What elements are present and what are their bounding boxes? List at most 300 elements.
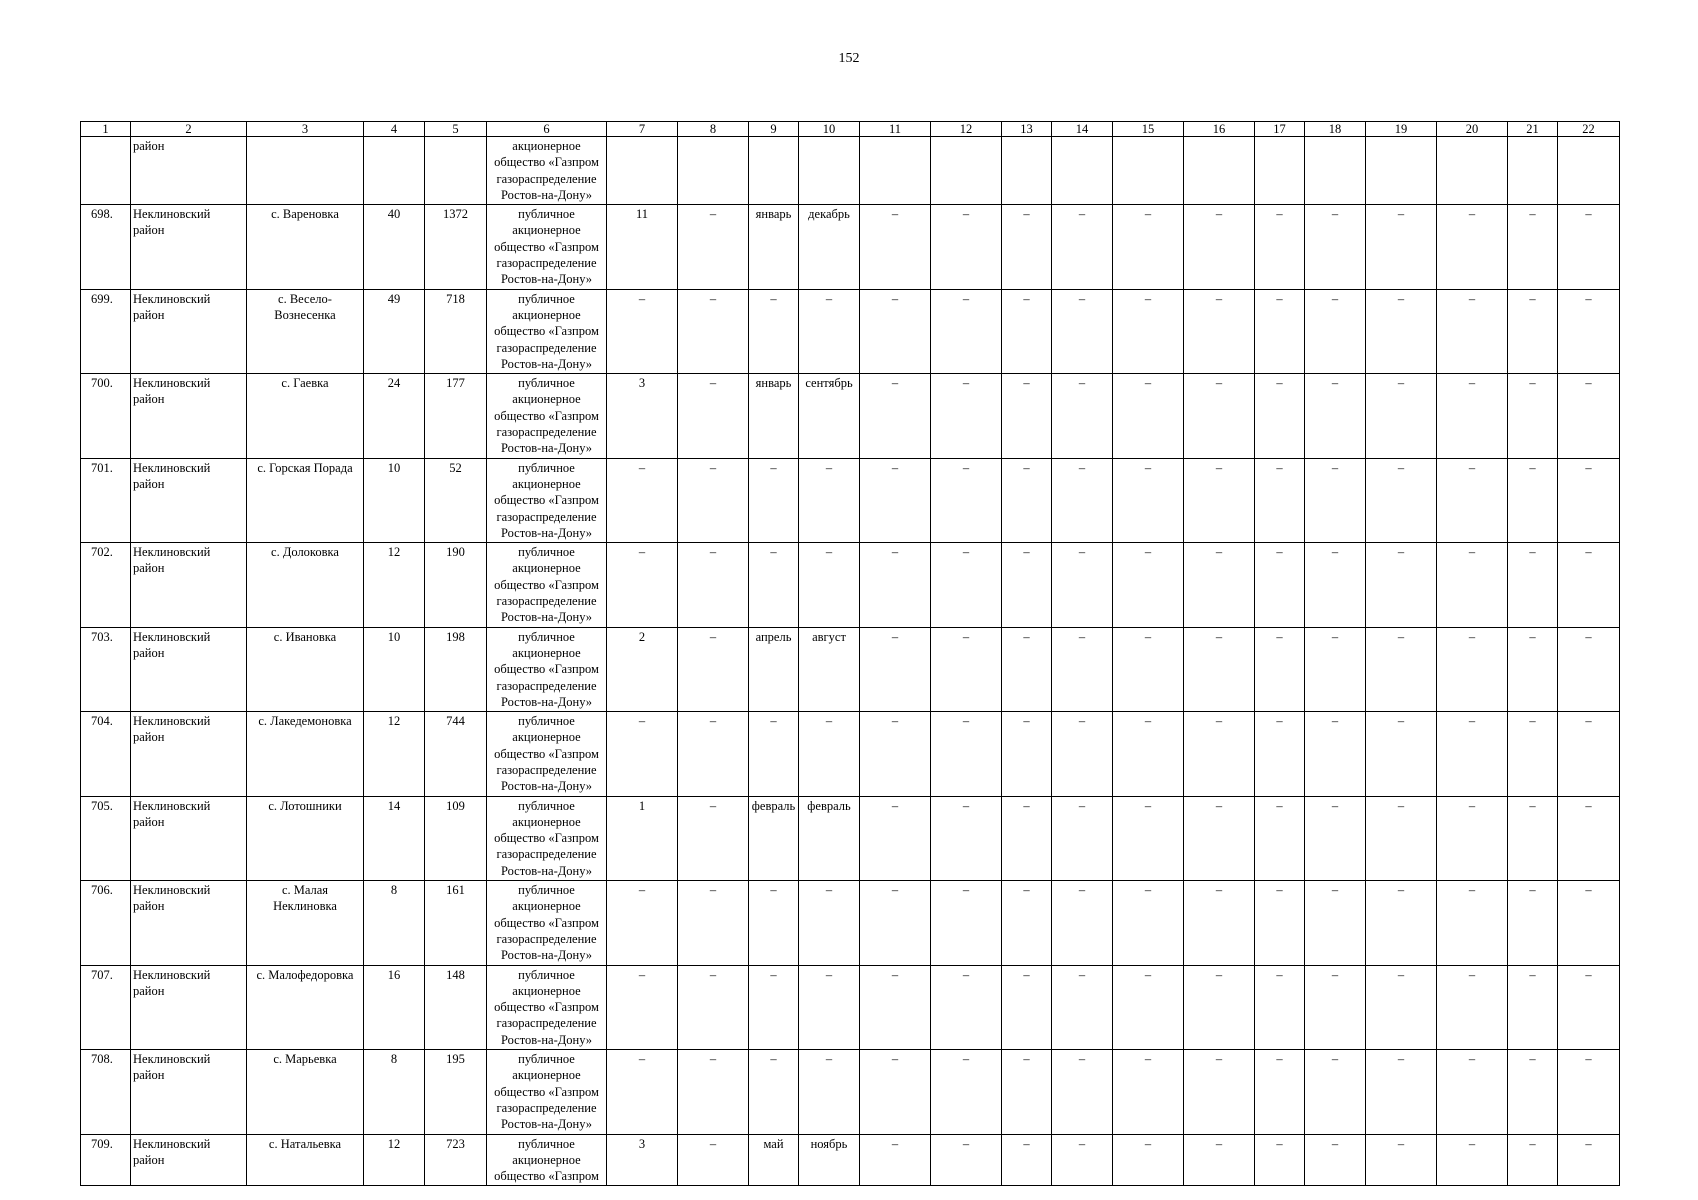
end-month-cell: – bbox=[799, 881, 860, 965]
col-7-cell: – bbox=[607, 289, 678, 373]
end-month-cell: – bbox=[799, 712, 860, 796]
col-22-cell: – bbox=[1558, 205, 1620, 289]
column-header-17: 17 bbox=[1255, 122, 1305, 137]
table-row bbox=[81, 796, 1620, 880]
row-number: 702. bbox=[81, 543, 131, 627]
district-cell: Неклиновский район bbox=[131, 1050, 247, 1134]
col-17-cell: – bbox=[1255, 796, 1305, 880]
column-header-18: 18 bbox=[1305, 122, 1366, 137]
col-14-cell: – bbox=[1052, 712, 1113, 796]
carry-cell-7 bbox=[607, 137, 678, 205]
col-22-cell: – bbox=[1558, 712, 1620, 796]
col-15-cell: – bbox=[1113, 458, 1184, 542]
row-number: 708. bbox=[81, 1050, 131, 1134]
row-number: 701. bbox=[81, 458, 131, 542]
col-22-cell: – bbox=[1558, 1134, 1620, 1186]
carry-cell-8 bbox=[678, 137, 749, 205]
col-4-cell: 40 bbox=[364, 205, 425, 289]
col-16-cell: – bbox=[1184, 374, 1255, 458]
col-17-cell: – bbox=[1255, 881, 1305, 965]
col-15-cell: – bbox=[1113, 374, 1184, 458]
col-14-cell: – bbox=[1052, 289, 1113, 373]
end-month-cell: август bbox=[799, 627, 860, 711]
end-month-cell: – bbox=[799, 458, 860, 542]
col-14-cell: – bbox=[1052, 796, 1113, 880]
start-month-cell: февраль bbox=[749, 796, 799, 880]
table-row bbox=[81, 543, 1620, 627]
col-5-cell: 198 bbox=[425, 627, 487, 711]
col-4-cell: 12 bbox=[364, 712, 425, 796]
col-13-cell: – bbox=[1002, 881, 1052, 965]
settlement-cell: с. Малая Неклиновка bbox=[247, 881, 364, 965]
col-11-cell: – bbox=[860, 796, 931, 880]
col-13-cell: – bbox=[1002, 796, 1052, 880]
col-19-cell: – bbox=[1366, 374, 1437, 458]
column-header-13: 13 bbox=[1002, 122, 1052, 137]
table-row bbox=[81, 458, 1620, 542]
end-month-cell: – bbox=[799, 289, 860, 373]
col-8-cell: – bbox=[678, 458, 749, 542]
col-7-cell: – bbox=[607, 1050, 678, 1134]
col-12-cell: – bbox=[931, 374, 1002, 458]
start-month-cell: – bbox=[749, 289, 799, 373]
col-5-cell: 195 bbox=[425, 1050, 487, 1134]
col-16-cell: – bbox=[1184, 796, 1255, 880]
col-20-cell: – bbox=[1437, 881, 1508, 965]
col-7-cell: 3 bbox=[607, 374, 678, 458]
col-12-cell: – bbox=[931, 881, 1002, 965]
col-16-cell: – bbox=[1184, 205, 1255, 289]
col-18-cell: – bbox=[1305, 1050, 1366, 1134]
col-20-cell: – bbox=[1437, 543, 1508, 627]
carry-cell-1 bbox=[81, 137, 131, 205]
col-17-cell: – bbox=[1255, 1134, 1305, 1186]
col-20-cell: – bbox=[1437, 1050, 1508, 1134]
col-14-cell: – bbox=[1052, 1050, 1113, 1134]
col-16-cell: – bbox=[1184, 627, 1255, 711]
table-row bbox=[81, 881, 1620, 965]
settlement-cell: с. Долоковка bbox=[247, 543, 364, 627]
col-19-cell: – bbox=[1366, 458, 1437, 542]
col-4-cell: 24 bbox=[364, 374, 425, 458]
column-header-3: 3 bbox=[247, 122, 364, 137]
column-header-5: 5 bbox=[425, 122, 487, 137]
col-8-cell: – bbox=[678, 881, 749, 965]
col-21-cell: – bbox=[1508, 543, 1558, 627]
col-5-cell: 190 bbox=[425, 543, 487, 627]
col-4-cell: 8 bbox=[364, 881, 425, 965]
col-19-cell: – bbox=[1366, 289, 1437, 373]
col-15-cell: – bbox=[1113, 289, 1184, 373]
organization-cell: публичное акционерное общество «Газпром газораспределение Ростов-на-Дону» bbox=[487, 374, 607, 458]
col-22-cell: – bbox=[1558, 289, 1620, 373]
col-11-cell: – bbox=[860, 374, 931, 458]
settlement-cell: с. Вареновка bbox=[247, 205, 364, 289]
carry-cell-13 bbox=[1002, 137, 1052, 205]
col-19-cell: – bbox=[1366, 1134, 1437, 1186]
carry-district: район bbox=[131, 137, 247, 205]
carry-cell-5 bbox=[425, 137, 487, 205]
row-number: 706. bbox=[81, 881, 131, 965]
col-15-cell: – bbox=[1113, 1134, 1184, 1186]
col-5-cell: 177 bbox=[425, 374, 487, 458]
start-month-cell: апрель bbox=[749, 627, 799, 711]
organization-cell: публичное акционерное общество «Газпром газораспределение Ростов-на-Дону» bbox=[487, 712, 607, 796]
start-month-cell: – bbox=[749, 543, 799, 627]
col-18-cell: – bbox=[1305, 881, 1366, 965]
col-20-cell: – bbox=[1437, 712, 1508, 796]
col-17-cell: – bbox=[1255, 965, 1305, 1049]
column-header-4: 4 bbox=[364, 122, 425, 137]
col-16-cell: – bbox=[1184, 965, 1255, 1049]
col-19-cell: – bbox=[1366, 881, 1437, 965]
start-month-cell: – bbox=[749, 712, 799, 796]
table-row bbox=[81, 627, 1620, 711]
column-header-20: 20 bbox=[1437, 122, 1508, 137]
start-month-cell: январь bbox=[749, 374, 799, 458]
col-18-cell: – bbox=[1305, 796, 1366, 880]
col-12-cell: – bbox=[931, 796, 1002, 880]
row-number: 705. bbox=[81, 796, 131, 880]
column-header-22: 22 bbox=[1558, 122, 1620, 137]
district-cell: Неклиновский район bbox=[131, 1134, 247, 1186]
column-header-19: 19 bbox=[1366, 122, 1437, 137]
carry-cell-21 bbox=[1508, 137, 1558, 205]
start-month-cell: май bbox=[749, 1134, 799, 1186]
district-cell: Неклиновский район bbox=[131, 458, 247, 542]
col-8-cell: – bbox=[678, 712, 749, 796]
col-7-cell: 2 bbox=[607, 627, 678, 711]
col-13-cell: – bbox=[1002, 289, 1052, 373]
col-16-cell: – bbox=[1184, 712, 1255, 796]
row-number: 703. bbox=[81, 627, 131, 711]
col-8-cell: – bbox=[678, 796, 749, 880]
table-row bbox=[81, 289, 1620, 373]
col-7-cell: – bbox=[607, 543, 678, 627]
column-header-21: 21 bbox=[1508, 122, 1558, 137]
district-cell: Неклиновский район bbox=[131, 627, 247, 711]
col-4-cell: 49 bbox=[364, 289, 425, 373]
col-22-cell: – bbox=[1558, 796, 1620, 880]
end-month-cell: сентябрь bbox=[799, 374, 860, 458]
column-header-1: 1 bbox=[81, 122, 131, 137]
column-header-10: 10 bbox=[799, 122, 860, 137]
row-number: 704. bbox=[81, 712, 131, 796]
settlement-cell: с. Марьевка bbox=[247, 1050, 364, 1134]
settlement-cell: с. Весело-Вознесенка bbox=[247, 289, 364, 373]
col-16-cell: – bbox=[1184, 1134, 1255, 1186]
col-20-cell: – bbox=[1437, 458, 1508, 542]
col-13-cell: – bbox=[1002, 1050, 1052, 1134]
end-month-cell: ноябрь bbox=[799, 1134, 860, 1186]
organization-cell: публичное акционерное общество «Газпром газораспределение Ростов-на-Дону» bbox=[487, 965, 607, 1049]
col-5-cell: 161 bbox=[425, 881, 487, 965]
col-4-cell: 8 bbox=[364, 1050, 425, 1134]
col-7-cell: – bbox=[607, 712, 678, 796]
col-22-cell: – bbox=[1558, 1050, 1620, 1134]
col-21-cell: – bbox=[1508, 627, 1558, 711]
end-month-cell: – bbox=[799, 1050, 860, 1134]
col-21-cell: – bbox=[1508, 1134, 1558, 1186]
organization-cell: публичное акционерное общество «Газпром газораспределение Ростов-на-Дону» bbox=[487, 796, 607, 880]
col-4-cell: 10 bbox=[364, 627, 425, 711]
end-month-cell: – bbox=[799, 543, 860, 627]
col-11-cell: – bbox=[860, 205, 931, 289]
district-cell: Неклиновский район bbox=[131, 289, 247, 373]
col-19-cell: – bbox=[1366, 965, 1437, 1049]
column-header-15: 15 bbox=[1113, 122, 1184, 137]
col-18-cell: – bbox=[1305, 965, 1366, 1049]
table-row bbox=[81, 205, 1620, 289]
col-11-cell: – bbox=[860, 289, 931, 373]
col-12-cell: – bbox=[931, 1134, 1002, 1186]
district-cell: Неклиновский район bbox=[131, 796, 247, 880]
col-18-cell: – bbox=[1305, 627, 1366, 711]
col-18-cell: – bbox=[1305, 543, 1366, 627]
col-4-cell: 14 bbox=[364, 796, 425, 880]
settlement-cell: с. Ивановка bbox=[247, 627, 364, 711]
col-17-cell: – bbox=[1255, 458, 1305, 542]
col-17-cell: – bbox=[1255, 627, 1305, 711]
column-header-7: 7 bbox=[607, 122, 678, 137]
col-21-cell: – bbox=[1508, 374, 1558, 458]
col-15-cell: – bbox=[1113, 543, 1184, 627]
col-13-cell: – bbox=[1002, 543, 1052, 627]
col-14-cell: – bbox=[1052, 881, 1113, 965]
col-18-cell: – bbox=[1305, 374, 1366, 458]
col-22-cell: – bbox=[1558, 627, 1620, 711]
carry-cell-22 bbox=[1558, 137, 1620, 205]
col-7-cell: 11 bbox=[607, 205, 678, 289]
carry-over-row bbox=[81, 137, 1620, 205]
col-12-cell: – bbox=[931, 289, 1002, 373]
col-15-cell: – bbox=[1113, 965, 1184, 1049]
settlement-cell: с. Лотошники bbox=[247, 796, 364, 880]
table-row bbox=[81, 1134, 1620, 1186]
start-month-cell: – bbox=[749, 965, 799, 1049]
col-21-cell: – bbox=[1508, 289, 1558, 373]
organization-cell: публичное акционерное общество «Газпром газораспределение Ростов-на-Дону» bbox=[487, 627, 607, 711]
organization-cell: публичное акционерное общество «Газпром газораспределение Ростов-на-Дону» bbox=[487, 289, 607, 373]
col-17-cell: – bbox=[1255, 205, 1305, 289]
col-11-cell: – bbox=[860, 458, 931, 542]
col-11-cell: – bbox=[860, 627, 931, 711]
district-cell: Неклиновский район bbox=[131, 374, 247, 458]
col-15-cell: – bbox=[1113, 881, 1184, 965]
row-number: 698. bbox=[81, 205, 131, 289]
carry-cell-20 bbox=[1437, 137, 1508, 205]
col-13-cell: – bbox=[1002, 374, 1052, 458]
organization-cell: публичное акционерное общество «Газпром газораспределение Ростов-на-Дону» bbox=[487, 881, 607, 965]
col-20-cell: – bbox=[1437, 205, 1508, 289]
col-11-cell: – bbox=[860, 965, 931, 1049]
col-12-cell: – bbox=[931, 965, 1002, 1049]
row-number: 700. bbox=[81, 374, 131, 458]
column-header-14: 14 bbox=[1052, 122, 1113, 137]
col-11-cell: – bbox=[860, 543, 931, 627]
col-5-cell: 109 bbox=[425, 796, 487, 880]
start-month-cell: – bbox=[749, 881, 799, 965]
col-22-cell: – bbox=[1558, 965, 1620, 1049]
col-8-cell: – bbox=[678, 374, 749, 458]
col-21-cell: – bbox=[1508, 1050, 1558, 1134]
col-7-cell: – bbox=[607, 881, 678, 965]
organization-cell: публичное акционерное общество «Газпром газораспределение Ростов-на-Дону» bbox=[487, 1050, 607, 1134]
row-number: 709. bbox=[81, 1134, 131, 1186]
organization-cell: публичное акционерное общество «Газпром газораспределение Ростов-на-Дону» bbox=[487, 543, 607, 627]
col-14-cell: – bbox=[1052, 1134, 1113, 1186]
col-19-cell: – bbox=[1366, 796, 1437, 880]
carry-cell-15 bbox=[1113, 137, 1184, 205]
col-4-cell: 16 bbox=[364, 965, 425, 1049]
col-5-cell: 723 bbox=[425, 1134, 487, 1186]
col-5-cell: 148 bbox=[425, 965, 487, 1049]
column-header-16: 16 bbox=[1184, 122, 1255, 137]
col-22-cell: – bbox=[1558, 374, 1620, 458]
col-8-cell: – bbox=[678, 965, 749, 1049]
table-row bbox=[81, 965, 1620, 1049]
district-cell: Неклиновский район bbox=[131, 965, 247, 1049]
organization-cell: публичное акционерное общество «Газпром bbox=[487, 1134, 607, 1186]
district-cell: Неклиновский район bbox=[131, 205, 247, 289]
start-month-cell: – bbox=[749, 1050, 799, 1134]
end-month-cell: – bbox=[799, 965, 860, 1049]
col-7-cell: 1 bbox=[607, 796, 678, 880]
organization-cell: публичное акционерное общество «Газпром газораспределение Ростов-на-Дону» bbox=[487, 458, 607, 542]
col-14-cell: – bbox=[1052, 205, 1113, 289]
col-16-cell: – bbox=[1184, 458, 1255, 542]
col-8-cell: – bbox=[678, 1134, 749, 1186]
col-13-cell: – bbox=[1002, 458, 1052, 542]
page-number: 152 bbox=[838, 51, 860, 66]
column-number-header bbox=[81, 122, 1620, 137]
col-12-cell: – bbox=[931, 543, 1002, 627]
col-22-cell: – bbox=[1558, 543, 1620, 627]
col-20-cell: – bbox=[1437, 374, 1508, 458]
col-16-cell: – bbox=[1184, 1050, 1255, 1134]
col-14-cell: – bbox=[1052, 543, 1113, 627]
col-14-cell: – bbox=[1052, 458, 1113, 542]
col-19-cell: – bbox=[1366, 1050, 1437, 1134]
col-11-cell: – bbox=[860, 1134, 931, 1186]
col-8-cell: – bbox=[678, 289, 749, 373]
col-5-cell: 1372 bbox=[425, 205, 487, 289]
col-4-cell: 12 bbox=[364, 543, 425, 627]
carry-cell-17 bbox=[1255, 137, 1305, 205]
col-19-cell: – bbox=[1366, 543, 1437, 627]
col-8-cell: – bbox=[678, 1050, 749, 1134]
column-header-6: 6 bbox=[487, 122, 607, 137]
col-13-cell: – bbox=[1002, 205, 1052, 289]
column-header-8: 8 bbox=[678, 122, 749, 137]
carry-cell-19 bbox=[1366, 137, 1437, 205]
col-7-cell: – bbox=[607, 965, 678, 1049]
carry-cell-10 bbox=[799, 137, 860, 205]
col-14-cell: – bbox=[1052, 374, 1113, 458]
carry-cell-12 bbox=[931, 137, 1002, 205]
end-month-cell: февраль bbox=[799, 796, 860, 880]
col-4-cell: 10 bbox=[364, 458, 425, 542]
col-20-cell: – bbox=[1437, 1134, 1508, 1186]
start-month-cell: январь bbox=[749, 205, 799, 289]
settlement-cell: с. Горская Порада bbox=[247, 458, 364, 542]
col-12-cell: – bbox=[931, 458, 1002, 542]
table-body bbox=[81, 137, 1620, 1186]
col-13-cell: – bbox=[1002, 1134, 1052, 1186]
col-19-cell: – bbox=[1366, 627, 1437, 711]
col-22-cell: – bbox=[1558, 458, 1620, 542]
col-21-cell: – bbox=[1508, 205, 1558, 289]
col-20-cell: – bbox=[1437, 289, 1508, 373]
column-header-12: 12 bbox=[931, 122, 1002, 137]
col-11-cell: – bbox=[860, 712, 931, 796]
column-header-9: 9 bbox=[749, 122, 799, 137]
col-11-cell: – bbox=[860, 881, 931, 965]
table-row bbox=[81, 712, 1620, 796]
col-17-cell: – bbox=[1255, 374, 1305, 458]
col-15-cell: – bbox=[1113, 627, 1184, 711]
col-13-cell: – bbox=[1002, 965, 1052, 1049]
col-15-cell: – bbox=[1113, 796, 1184, 880]
col-18-cell: – bbox=[1305, 289, 1366, 373]
col-12-cell: – bbox=[931, 205, 1002, 289]
district-cell: Неклиновский район bbox=[131, 543, 247, 627]
col-8-cell: – bbox=[678, 543, 749, 627]
col-11-cell: – bbox=[860, 1050, 931, 1134]
col-7-cell: 3 bbox=[607, 1134, 678, 1186]
carry-cell-16 bbox=[1184, 137, 1255, 205]
col-16-cell: – bbox=[1184, 881, 1255, 965]
carry-cell-3 bbox=[247, 137, 364, 205]
col-17-cell: – bbox=[1255, 289, 1305, 373]
col-12-cell: – bbox=[931, 627, 1002, 711]
col-15-cell: – bbox=[1113, 712, 1184, 796]
col-4-cell: 12 bbox=[364, 1134, 425, 1186]
col-21-cell: – bbox=[1508, 796, 1558, 880]
col-19-cell: – bbox=[1366, 712, 1437, 796]
settlement-cell: с. Натальевка bbox=[247, 1134, 364, 1186]
col-5-cell: 718 bbox=[425, 289, 487, 373]
col-21-cell: – bbox=[1508, 965, 1558, 1049]
col-19-cell: – bbox=[1366, 205, 1437, 289]
row-number: 699. bbox=[81, 289, 131, 373]
col-18-cell: – bbox=[1305, 205, 1366, 289]
carry-cell-9 bbox=[749, 137, 799, 205]
settlement-cell: с. Лакедемоновка bbox=[247, 712, 364, 796]
table-row bbox=[81, 374, 1620, 458]
carry-cell-14 bbox=[1052, 137, 1113, 205]
organization-cell: публичное акционерное общество «Газпром газораспределение Ростов-на-Дону» bbox=[487, 205, 607, 289]
col-20-cell: – bbox=[1437, 796, 1508, 880]
col-21-cell: – bbox=[1508, 458, 1558, 542]
district-cell: Неклиновский район bbox=[131, 712, 247, 796]
col-14-cell: – bbox=[1052, 627, 1113, 711]
col-16-cell: – bbox=[1184, 289, 1255, 373]
col-15-cell: – bbox=[1113, 1050, 1184, 1134]
col-18-cell: – bbox=[1305, 458, 1366, 542]
col-18-cell: – bbox=[1305, 1134, 1366, 1186]
col-13-cell: – bbox=[1002, 627, 1052, 711]
table-row bbox=[81, 1050, 1620, 1134]
register-table bbox=[80, 121, 1620, 1186]
column-header-11: 11 bbox=[860, 122, 931, 137]
header-row bbox=[81, 122, 1620, 137]
carry-organization: акционерное общество «Газпром газораспределение Ростов-на-Дону» bbox=[487, 137, 607, 205]
col-18-cell: – bbox=[1305, 712, 1366, 796]
col-20-cell: – bbox=[1437, 965, 1508, 1049]
column-header-2: 2 bbox=[131, 122, 247, 137]
col-14-cell: – bbox=[1052, 965, 1113, 1049]
